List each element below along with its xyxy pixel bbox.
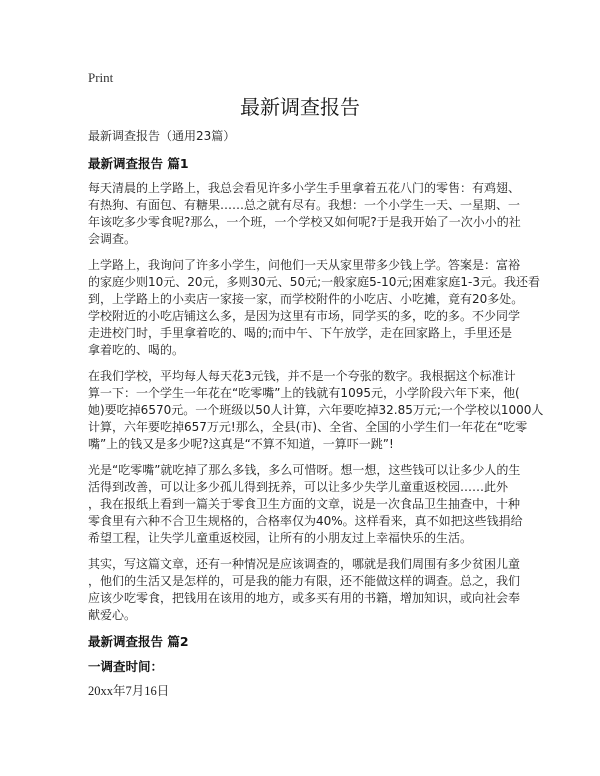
paragraph-line: 上学路上，我询问了许多小学生，问他们一天从家里带多少钱上学。答案是：富裕 — [88, 258, 521, 272]
paragraph-line: 学校附近的小吃店铺这么多，是因为这里有市场，同学买的多，吃的多。不少同学 — [88, 309, 521, 323]
paragraph-line: 应该少吃零食，把钱用在该用的地方，或多买有用的书籍，增加知识，或向社会奉 — [88, 591, 521, 605]
paragraph-line: 嘴”上的钱又是多少呢?这真是“不算不知道，一算吓一跳”! — [88, 437, 394, 451]
paragraph-line: 计算，六年要吃掉657万元!那么，全县(市)、全省、全国的小学生们一年花在“吃零 — [88, 420, 528, 434]
page-title: 最新调查报告 — [240, 95, 360, 119]
paragraph-line: 在我们学校，平均每人每天花3元钱，并不是一个夸张的数字。我根据这个标准计 — [88, 369, 516, 383]
paragraph-line: 算一下：一个学生一年花在“吃零嘴”上的钱就有1095元，小学阶段六年下来，他( — [88, 386, 520, 400]
paragraph-5 — [88, 556, 588, 624]
paragraph-line: 会调查。 — [88, 232, 137, 246]
paragraph-line: 拿着吃的、喝的。 — [88, 343, 185, 357]
document-body — [88, 70, 588, 700]
paragraph-line: 零食里有六种不合卫生规格的，合格率仅为40%。这样看来，真不如把这些钱捐给 — [88, 514, 523, 528]
paragraph-line: 其实，写这篇文章，还有一种情况是应该调查的，哪就是我们周围有多少贫困儿童 — [88, 557, 521, 571]
paragraph-line: 活得到改善，可以让多少孤儿得到抚养，可以让多少失学儿童重返校园……此外 — [88, 480, 509, 494]
paragraph-line: 年该吃多少零食呢?那么，一个班，一个学校又如何呢?于是我开始了一次小小的社 — [88, 215, 521, 229]
paragraph-line: 的家庭少则10元、20元，多则30元、50元;一般家庭5-10元;困难家庭1-3元。我还看 — [88, 275, 541, 289]
paragraph-line: 献爱心。 — [88, 608, 137, 622]
paragraph-line: 到，上学路上的小卖店一家接一家，而学校附件的小吃店、小吃摊，竟有20多处。 — [88, 292, 524, 306]
paragraph-line: 她)要吃掉6570元。一个班级以50人计算，六年要吃掉32.85万元;一个学校以1000人 — [88, 403, 544, 417]
document-subtitle: 最新调查报告（通用23篇） — [88, 129, 236, 143]
survey-time-heading: 一调查时间： — [88, 659, 164, 674]
paragraph-line: 希望工程，让失学儿童重返校园，让所有的小朋友过上幸福快乐的生活。 — [88, 531, 473, 545]
section-heading-1: 最新调查报告 篇1 — [88, 156, 189, 171]
paragraph-line: ，我在报纸上看到一篇关于零食卫生方面的文章，说是一次食品卫生抽查中，十种 — [88, 497, 521, 511]
paragraph-line: ，他们的生活又是怎样的，可是我的能力有限，还不能做这样的调查。总之，我们 — [88, 574, 521, 588]
paragraph-line: 每天清晨的上学路上，我总会看见许多小学生手里拿着五花八门的零售：有鸡翅、 — [88, 181, 521, 195]
paragraph-line: 走进校门时，手里拿着吃的、喝的;而中午、下午放学，走在回家路上，手里还是 — [88, 326, 513, 340]
paragraph-3 — [88, 368, 588, 453]
section-heading-2: 最新调查报告 篇2 — [88, 634, 189, 649]
paragraph-line: 有热狗、有面包、有糖果……总之就有尽有。我想：一个小学生一天、一星期、一 — [88, 198, 521, 212]
survey-date: 20xx年7月16日 — [88, 684, 170, 698]
paragraph-4 — [88, 462, 588, 547]
paragraph-2 — [88, 257, 588, 359]
paragraph-1 — [88, 180, 588, 248]
print-link[interactable]: Print — [88, 70, 114, 85]
paragraph-line: 光是“吃零嘴”就吃掉了那么多钱，多么可惜呀。想一想，这些钱可以让多少人的生 — [88, 463, 521, 477]
